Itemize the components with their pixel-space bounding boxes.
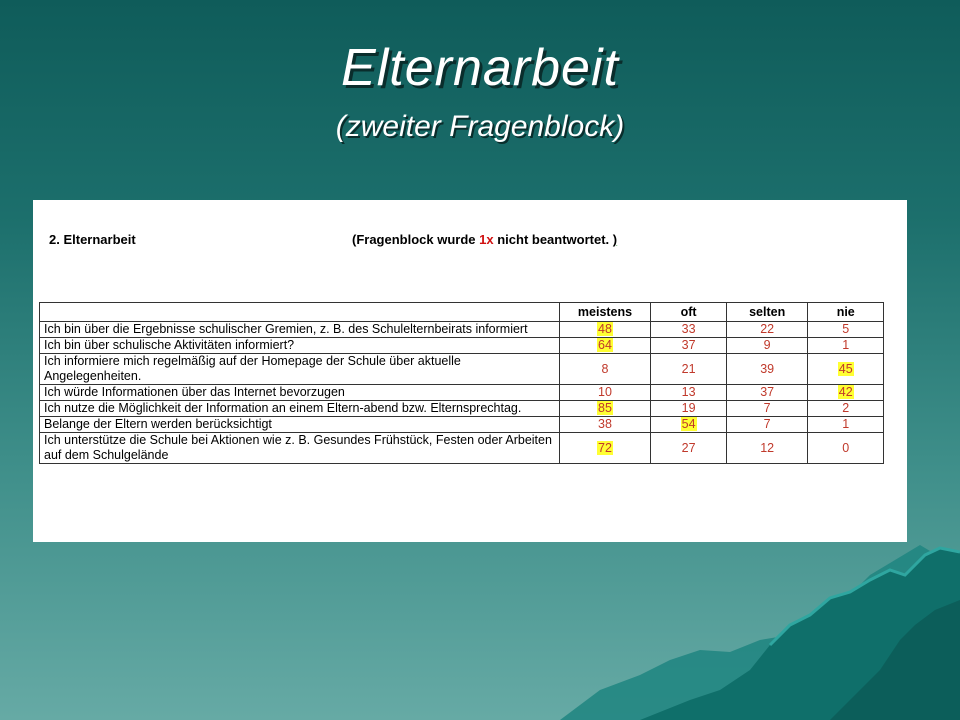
value-text: 9 [763, 338, 771, 352]
value-cell-selten [726, 433, 808, 464]
value-text: 13 [681, 385, 696, 399]
panel-header [49, 232, 889, 250]
value-text: 10 [598, 385, 612, 399]
table-row [40, 385, 884, 401]
survey-table [39, 302, 884, 464]
value-text: 19 [681, 401, 696, 415]
value-cell-meistens [559, 417, 651, 433]
question-cell: Ich unterstütze die Schule bei Aktionen wie z. B. Gesundes Frühstück, Festen oder Arbeiten auf dem Schulgelände [40, 433, 560, 464]
value-text: 1 [842, 417, 850, 431]
value-cell-nie [808, 354, 884, 385]
value-cell-oft [651, 433, 727, 464]
value-cell-nie [808, 401, 884, 417]
table-row [40, 417, 884, 433]
note-suffix: nicht beantwortet. [493, 232, 613, 247]
question-cell: Belange der Eltern werden berücksichtigt [40, 417, 560, 433]
table-row [40, 401, 884, 417]
value-text: 45 [838, 361, 853, 376]
value-cell-oft [651, 354, 727, 385]
value-text: 72 [598, 440, 612, 455]
value-cell-meistens [559, 401, 651, 417]
value-cell-nie [808, 338, 884, 354]
table-row [40, 354, 884, 385]
value-text: 7 [763, 401, 771, 415]
value-cell-meistens [559, 354, 651, 385]
note-count: 1x [479, 232, 494, 247]
value-text: 1 [842, 338, 850, 352]
value-text: 22 [760, 322, 775, 336]
value-cell-meistens [559, 322, 651, 338]
value-cell-nie [808, 385, 884, 401]
value-cell-selten [726, 354, 808, 385]
question-cell: Ich würde Informationen über das Internet bevorzugen [40, 385, 560, 401]
note-close: ) [612, 232, 618, 247]
value-cell-selten [726, 322, 808, 338]
value-cell-oft [651, 417, 727, 433]
table-row [40, 322, 884, 338]
value-text: 33 [681, 322, 696, 336]
value-cell-meistens [559, 385, 651, 401]
value-cell-oft [651, 385, 727, 401]
value-text: 5 [842, 322, 850, 336]
value-cell-nie [808, 417, 884, 433]
table-row [40, 338, 884, 354]
value-cell-selten [726, 401, 808, 417]
value-text: 37 [760, 385, 775, 399]
value-text: 8 [601, 361, 609, 376]
value-text: 37 [681, 338, 696, 352]
value-text: 7 [763, 417, 771, 431]
value-cell-selten [726, 385, 808, 401]
value-cell-nie [808, 322, 884, 338]
header-nie: nie [808, 303, 884, 322]
value-text: 12 [760, 440, 775, 455]
header-oft: oft [651, 303, 727, 322]
value-text: 0 [842, 440, 850, 455]
value-text: 38 [598, 417, 612, 431]
value-text: 54 [681, 417, 696, 431]
value-cell-oft [651, 322, 727, 338]
value-text: 85 [598, 401, 612, 415]
value-cell-meistens [559, 338, 651, 354]
value-text: 2 [842, 401, 850, 415]
value-cell-meistens [559, 433, 651, 464]
value-cell-selten [726, 417, 808, 433]
question-cell: Ich bin über die Ergebnisse schulischer Gremien, z. B. des Schulelternbeirats informiert [40, 322, 560, 338]
note-prefix: (Fragenblock wurde [352, 232, 480, 247]
table-row [40, 433, 884, 464]
value-text: 64 [598, 338, 612, 352]
value-cell-selten [726, 338, 808, 354]
header-question-blank [40, 303, 560, 322]
value-text: 27 [681, 440, 696, 455]
section-label: 2. Elternarbeit [49, 232, 136, 247]
value-cell-nie [808, 433, 884, 464]
table-header-row [40, 303, 884, 322]
value-text: 21 [681, 361, 696, 376]
survey-body [40, 322, 884, 464]
header-meistens: meistens [559, 303, 651, 322]
question-cell: Ich informiere mich regelmäßig auf der Homepage der Schule über aktuelle Angelegenheiten. [40, 354, 560, 385]
survey-panel [33, 200, 907, 542]
slide-title: Elternarbeit [341, 39, 619, 97]
value-text: 48 [598, 322, 612, 336]
value-text: 42 [838, 385, 853, 399]
slide-subtitle: (zweiter Fragenblock) [335, 110, 625, 143]
header-selten: selten [726, 303, 808, 322]
value-text: 39 [760, 361, 775, 376]
value-cell-oft [651, 401, 727, 417]
question-cell: Ich nutze die Möglichkeit der Information an einem Eltern-abend bzw. Elternsprechtag. [40, 401, 560, 417]
question-cell: Ich bin über schulische Aktivitäten informiert? [40, 338, 560, 354]
unanswered-note [352, 232, 617, 247]
value-cell-oft [651, 338, 727, 354]
